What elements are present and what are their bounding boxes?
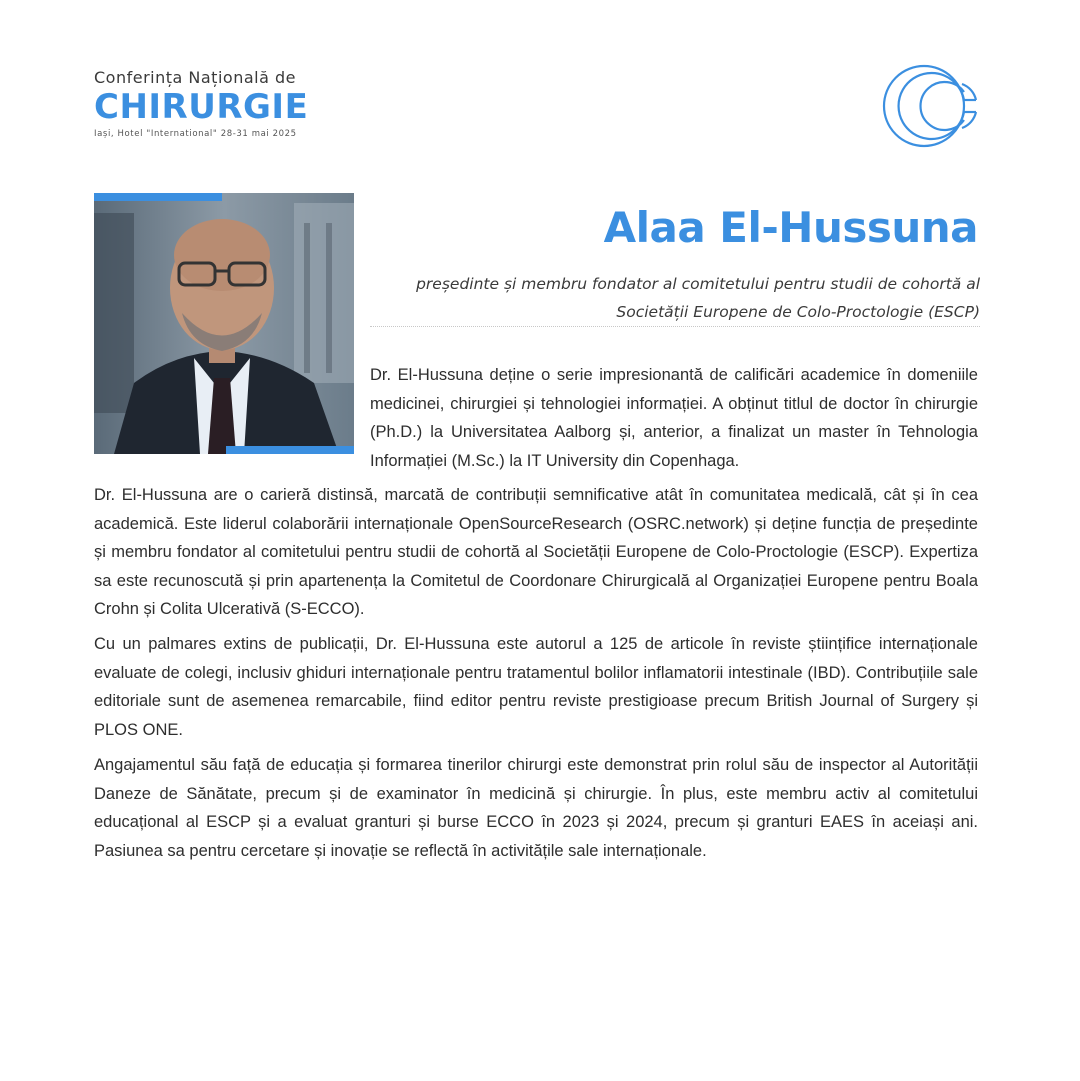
bio-paragraph-1: Dr. El-Hussuna deține o serie impresionantă de calificări academice în domeniile medicinei, chirurgiei și tehnologiei informației. A obținut titlul de doctor în chirurgie (Ph.D.) la Universitatea Aalborg și, anterior, a finalizat un master în Tehnologia Informației (M.Sc.) la IT University din Copenhaga. [370, 366, 978, 470]
speaker-name: Alaa El-Hussuna [603, 203, 978, 252]
conference-brand [94, 68, 308, 140]
photo-accent-bar-top [94, 193, 222, 201]
divider [370, 326, 980, 327]
bio-paragraph-4: Angajamentul său față de educația și formarea tinerilor chirurgi este demonstrat prin rolul său de inspector al Autorității Daneze de Sănătate, precum și de examinator în medicină și chirurgie. În plus, este membru activ al comitetului educațional al ESCP și a evaluat granturi și burse ECCO în 2023 și 2024, precum și granturi EAES în aceiași ani. Pasiunea sa pentru cercetare și inovație se reflectă în activitățile sale internaționale. [94, 756, 978, 860]
portrait-photo [94, 193, 354, 454]
brand-chirurgie-wordmark: CHIRURGIE [94, 87, 309, 127]
conference-c-logo-icon [880, 62, 980, 150]
speaker-role: președinte și membru fondator al comitetului pentru studii de cohortă al Societății Europene de Colo-Proctologie (ESCP) [416, 275, 980, 321]
bio-paragraph-2: Dr. El-Hussuna are o carieră distinsă, marcată de contribuții semnificative atât în comunitatea medicală, cât și în cea academică. Este liderul colaborării internaționale OpenSourceResearch (OSRC.network) și deține funcția de președinte și membru fondator al comitetului pentru studii de cohortă al Societății Europene de Colo-Proctologie (ESCP). Expertiza sa este recunoscută și prin apartenența la Comitetul de Coordonare Chirurgicală al Organizației Europene pentru Boala Crohn și Colita Ulcerativă (S-ECCO). [94, 486, 978, 618]
bio-paragraph-3: Cu un palmares extins de publicații, Dr. El-Hussuna este autorul a 125 de articole în reviste științifice internaționale evaluate de colegi, inclusiv ghiduri internaționale pentru tratamentul bolilor inflamatorii intestinale (IBD). Contribuțiile sale editoriale sunt de asemenea remarcabile, fiind editor pentru reviste prestigioase precum British Journal of Surgery și PLOS ONE. [94, 635, 978, 739]
photo-accent-bar-bottom [226, 446, 354, 454]
brand-title-line: Conferința Națională de [94, 68, 296, 87]
brand-venue-date: Iași, Hotel "International" 28-31 mai 2025 [94, 129, 297, 139]
